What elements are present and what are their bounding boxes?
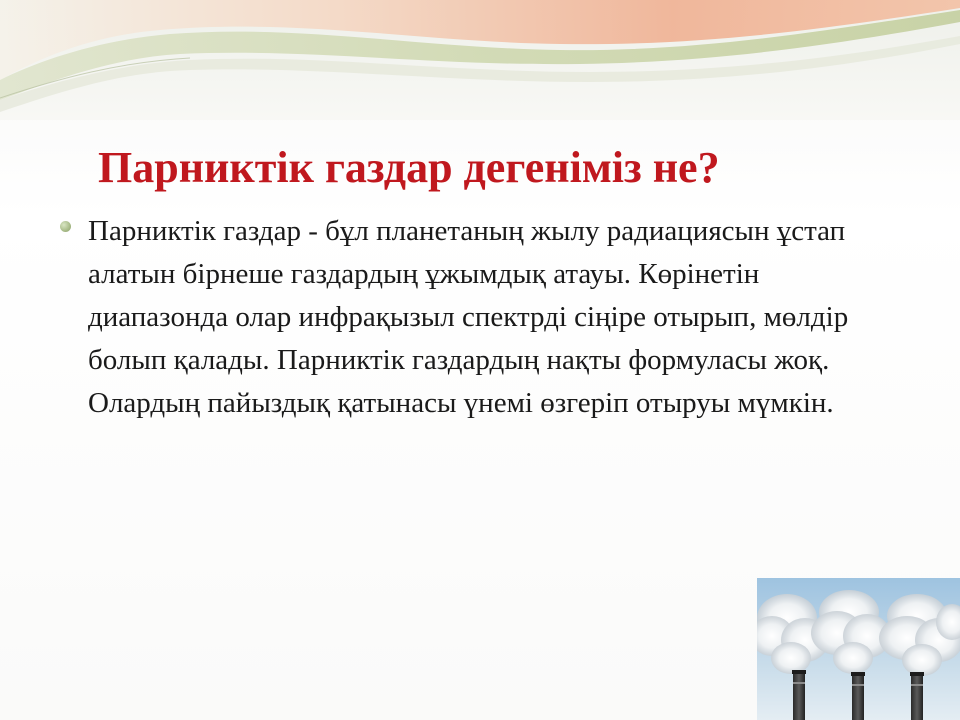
bullet-dot-icon xyxy=(60,221,71,232)
bullet-item xyxy=(60,210,860,425)
slide-content xyxy=(60,210,860,425)
top-wave-decoration xyxy=(0,0,960,120)
factory-smokestacks-photo xyxy=(757,578,960,720)
bullet-text: Парниктік газдар - бұл планетаның жылу радиациясын ұстап алатын бірнеше газдардың ұжымдық атауы. Көрінетін диапазонда олар инфрақызыл спектрді сіңіре отырып, мөлдір болып қалады. Парниктік газдардың нақты формуласы жоқ. Олардың пайыздық қатынасы үнемі өзгеріп отыруы мүмкін. xyxy=(88,215,849,419)
slide-title: Парниктік газдар дегеніміз не? xyxy=(98,143,720,192)
